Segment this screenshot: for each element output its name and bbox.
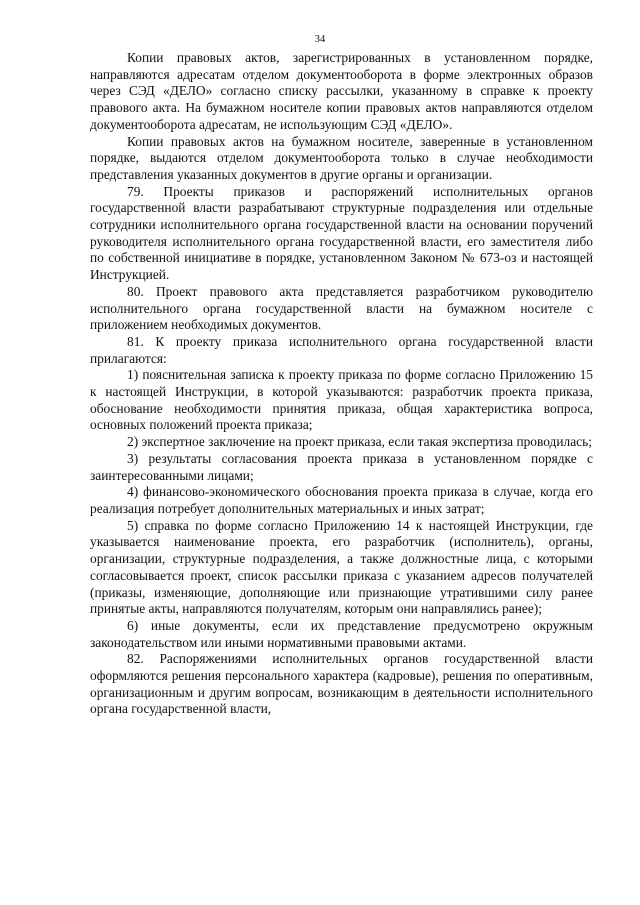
list-item-3: 3) результаты согласования проекта приказа в установленном порядке с заинтересованными лицами; bbox=[90, 450, 593, 483]
page-number: 34 bbox=[314, 34, 326, 45]
paragraph-79: 79. Проекты приказов и распоряжений исполнительных органов государственной власти разрабатывают структурные подразделения или отдельные сотрудники исполнительного органа государственной власти на основании поручений руководителя исполнительного органа государственной власти, его заместителя либо по собственной инициативе в порядке, установленном Законом № 673-оз и настоящей Инструкцией. bbox=[90, 183, 593, 283]
list-item-2: 2) экспертное заключение на проект приказа, если такая экспертиза проводилась; bbox=[127, 434, 592, 450]
document-body bbox=[90, 50, 593, 718]
list-item-6: 6) иные документы, если их представление предусмотрено окружным законодательством или иными нормативными правовыми актами. bbox=[90, 617, 593, 650]
list-item-5: 5) справка по форме согласно Приложению 14 к настоящей Инструкции, где указывается наименование проекта, его разработчик (исполнитель), органы, организации, структурные подразделения, а также должностные лица, с которыми согласовывается проект, список рассылки приказа с указанием адресов получателей (приказы, изменяющие, дополняющие или признающие утратившими силу ранее принятые акты, направляются получателям, которым они направлялись ранее); bbox=[90, 517, 593, 617]
paragraph-82: 82. Распоряжениями исполнительных органов государственной власти оформляются решения персонального характера (кадровые), решения по оперативным, организационным и другим вопросам, возникающим в деятельности исполнительного органа государственной власти, bbox=[90, 651, 593, 717]
list-item-1: 1) пояснительная записка к проекту приказа по форме согласно Приложению 15 к настоящей Инструкции, в которой указываются: разработчик проекта приказа, обоснование необходимости принятия приказа, общая характеристика вопроса, основных положений проекта приказа; bbox=[90, 367, 593, 433]
paragraph-copies-electronic: Копии правовых актов, зарегистрированных в установленном порядке, направляются адресатам отделом документооборота в форме электронных образов через СЭД «ДЕЛО» согласно списку рассылки, указанному в справке к проекту правового акта. На бумажном носителе копии правовых актов направляются отделом документооборота адресатам, не использующим СЭД «ДЕЛО». bbox=[90, 50, 593, 132]
paragraph-copies-paper: Копии правовых актов на бумажном носителе, заверенные в установленном порядке, выдаются отделом документооборота только в случае необходимости представления указанных документов в другие органы и организации. bbox=[90, 133, 593, 182]
paragraph-81: 81. К проекту приказа исполнительного органа государственной власти прилагаются: bbox=[90, 333, 593, 366]
list-item-4: 4) финансово-экономического обоснования проекта приказа в случае, когда его реализация потребует дополнительных материальных и иных затрат; bbox=[90, 484, 593, 516]
paragraph-80: 80. Проект правового акта представляется разработчиком руководителю исполнительного органа государственной власти на бумажном носителе с приложением необходимых документов. bbox=[90, 283, 593, 333]
